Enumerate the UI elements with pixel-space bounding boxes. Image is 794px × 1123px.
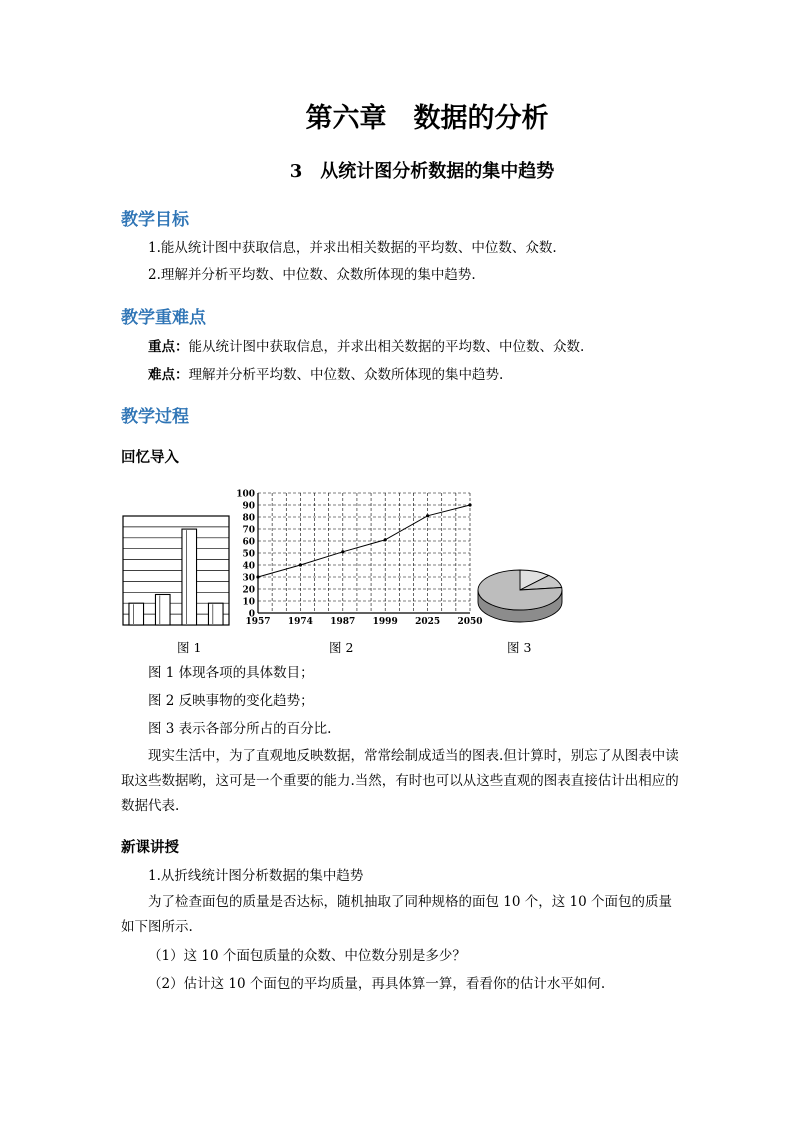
x-tick-label: 1957 xyxy=(245,617,271,627)
figure-note-3: 图 3 表示各部分所占的百分比. xyxy=(148,721,332,737)
x-tick-label: 1999 xyxy=(372,617,398,627)
difficult-point-text: 理解并分析平均数、中位数、众数所体现的集中趋势. xyxy=(188,367,504,383)
key-point-line xyxy=(148,337,584,357)
y-tick-label: 40 xyxy=(242,561,255,572)
x-tick-label: 2050 xyxy=(457,617,483,627)
body-paragraph: 现实生活中，为了直观地反映数据，常常绘制成适当的图表.但计算时，别忘了从图表中读取这些数据哟，这可是一个重要的能力.当然，有时也可以从这些直观的图表直接估计出相应的数据代表. xyxy=(121,748,679,814)
x-tick-label: 2025 xyxy=(415,617,441,627)
y-tick-label: 50 xyxy=(242,549,255,560)
process-heading: 教学过程 xyxy=(121,407,189,427)
y-tick-label: 90 xyxy=(242,501,255,512)
figure-2-line-chart xyxy=(232,488,483,628)
y-tick-label: 60 xyxy=(242,537,255,548)
data-point xyxy=(426,514,429,517)
new-lesson-paragraph: 为了检查面包的质量是否达标，随机抽取了同种规格的面包 10 个，这 10 个面包的质量如下图所示. xyxy=(121,894,673,935)
figure-note-2: 图 2 反映事物的变化趋势； xyxy=(148,693,314,709)
objectives-heading: 教学目标 xyxy=(121,210,189,230)
key-points-heading: 教学重难点 xyxy=(121,308,206,328)
data-point xyxy=(341,550,344,553)
figure-note-1: 图 1 体现各项的具体数目； xyxy=(148,665,314,681)
objective-item-1: 1.能从统计图中获取信息，并求出相关数据的平均数、中位数、众数. xyxy=(148,240,557,256)
data-point xyxy=(468,503,471,506)
key-point-text: 能从统计图中获取信息，并求出相关数据的平均数、中位数、众数. xyxy=(188,339,585,355)
objective-item-2: 2.理解并分析平均数、中位数、众数所体现的集中趋势. xyxy=(148,267,476,283)
x-tick-label: 1987 xyxy=(330,617,356,627)
y-tick-label: 0 xyxy=(248,609,255,620)
difficult-point-line xyxy=(148,365,503,385)
question-2: （2）估计这 10 个面包的平均质量，再具体算一算，看看你的估计水平如何. xyxy=(148,976,606,992)
chapter-title: 第六章 数据的分析 xyxy=(305,103,549,134)
figure-3-caption: 图 3 xyxy=(507,640,532,655)
review-heading: 回忆导入 xyxy=(121,450,179,466)
data-point xyxy=(256,575,259,578)
figure-3-pie-chart xyxy=(474,562,574,626)
figure-1-bar-chart xyxy=(121,512,231,628)
key-point-label: 重点： xyxy=(148,339,189,355)
bar xyxy=(129,603,144,625)
y-tick-label: 20 xyxy=(242,585,255,596)
figure-1-caption: 图 1 xyxy=(177,640,202,655)
section-title: 3 从统计图分析数据的集中趋势 xyxy=(289,161,555,182)
difficult-point-label: 难点： xyxy=(148,367,189,383)
y-tick-label: 80 xyxy=(242,513,255,524)
question-1: （1）这 10 个面包质量的众数、中位数分别是多少？ xyxy=(148,948,466,964)
y-tick-label: 100 xyxy=(236,489,255,500)
figure-2-caption: 图 2 xyxy=(329,640,354,655)
data-point xyxy=(299,563,302,566)
new-lesson-item: 1.从折线统计图分析数据的集中趋势 xyxy=(148,868,364,884)
y-tick-label: 10 xyxy=(242,597,255,608)
x-tick-label: 1974 xyxy=(287,617,313,627)
y-tick-label: 70 xyxy=(242,525,255,536)
bar xyxy=(182,529,197,625)
data-point xyxy=(384,538,387,541)
new-lesson-heading: 新课讲授 xyxy=(121,840,179,856)
bar xyxy=(155,594,170,625)
bar xyxy=(208,603,223,625)
y-tick-label: 30 xyxy=(242,573,255,584)
